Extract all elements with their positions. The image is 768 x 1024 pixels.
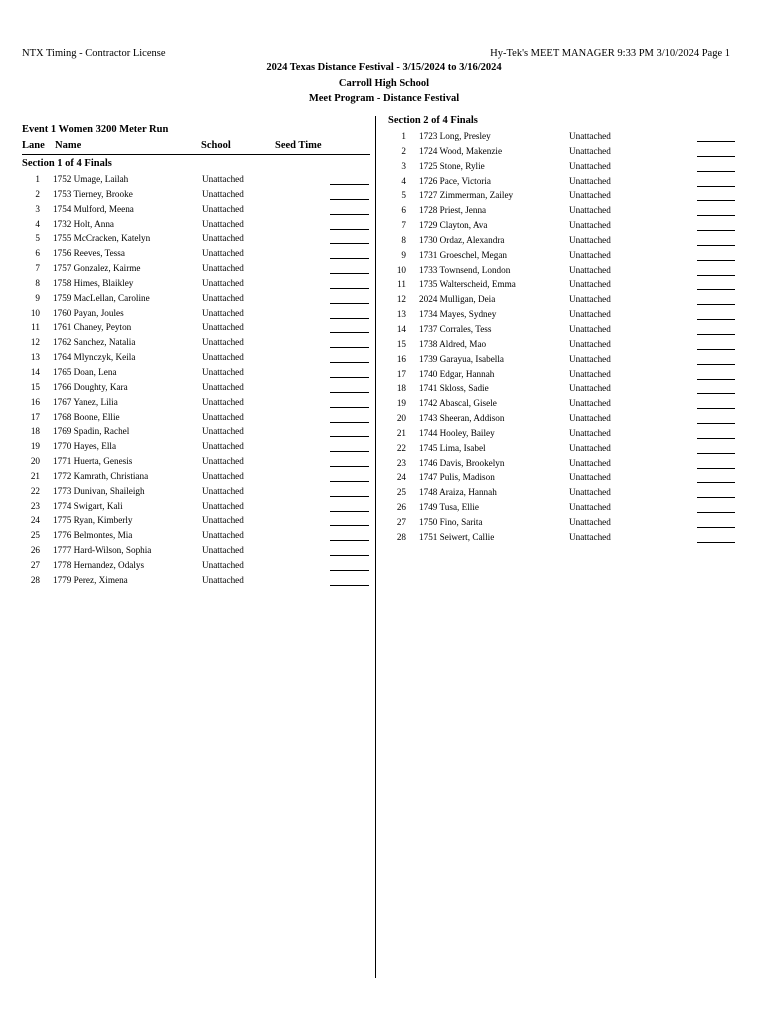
entry-row (22, 218, 370, 233)
school-name: Unattached (569, 190, 611, 201)
lane-number: 13 (396, 309, 406, 320)
entry-row (388, 471, 736, 486)
athlete-entry: 1730 Ordaz, Alexandra (419, 234, 505, 245)
school-name: Unattached (569, 368, 611, 379)
lane-number: 8 (35, 277, 40, 288)
right-column (388, 115, 736, 546)
entry-row (388, 531, 736, 546)
seed-time-blank (697, 260, 735, 261)
lane-number: 23 (396, 457, 406, 468)
school-name: Unattached (569, 472, 611, 483)
athlete-entry: 1747 Pulis, Madison (419, 472, 495, 483)
school-name: Unattached (569, 220, 611, 231)
athlete-entry: 1733 Townsend, London (419, 264, 511, 275)
seed-time-blank (697, 408, 735, 409)
athlete-entry: 1767 Yanez, Lilia (53, 396, 118, 407)
section-2-list (388, 130, 736, 546)
lane-number: 21 (396, 427, 406, 438)
school-name: Unattached (569, 457, 611, 468)
school-name: Unattached (569, 516, 611, 527)
seed-time-blank (330, 184, 369, 185)
lane-header: Lane (22, 140, 45, 151)
lane-number: 12 (30, 337, 40, 348)
school-name: Unattached (202, 574, 244, 585)
entry-row (22, 485, 370, 500)
seed-time-blank (697, 423, 735, 424)
lane-number: 26 (396, 502, 406, 513)
entry-row (22, 559, 370, 574)
lane-number: 22 (396, 442, 406, 453)
seed-time-blank (330, 303, 369, 304)
entry-row (388, 130, 736, 145)
athlete-entry: 1770 Hayes, Ella (53, 441, 117, 452)
entry-row (22, 247, 370, 262)
lane-number: 6 (401, 205, 406, 216)
seed-time-blank (697, 527, 735, 528)
lane-number: 12 (396, 294, 406, 305)
athlete-entry: 1758 Himes, Blaikley (53, 277, 134, 288)
seed-time-blank (697, 200, 735, 201)
lane-number: 20 (396, 413, 406, 424)
school-name: Unattached (569, 502, 611, 513)
lane-number: 14 (30, 366, 40, 377)
entry-row (22, 173, 370, 188)
school-name: Unattached (569, 249, 611, 260)
seed-time-blank (697, 171, 735, 172)
athlete-entry: 1744 Hooley, Bailey (419, 427, 495, 438)
athlete-entry: 1741 Skloss, Sadie (419, 383, 489, 394)
athlete-entry: 1728 Priest, Jenna (419, 205, 487, 216)
lane-number: 14 (396, 323, 406, 334)
athlete-entry: 1731 Groeschel, Megan (419, 249, 508, 260)
school-name: Unattached (202, 545, 244, 556)
school-name: Unattached (202, 322, 244, 333)
athlete-entry: 1743 Sheeran, Addison (419, 413, 505, 424)
school-name: Unattached (202, 188, 244, 199)
athlete-entry: 1724 Wood, Makenzie (419, 145, 503, 156)
school-name: Unattached (202, 500, 244, 511)
entry-row (388, 145, 736, 160)
school-name: Unattached (569, 279, 611, 290)
entry-row (388, 264, 736, 279)
athlete-entry: 1742 Abascal, Gisele (419, 398, 497, 409)
school-name: Unattached (569, 323, 611, 334)
seed-time-blank (697, 289, 735, 290)
lane-number: 19 (396, 398, 406, 409)
athlete-entry: 1729 Clayton, Ava (419, 220, 488, 231)
athlete-entry: 1738 Aldred, Mao (419, 338, 487, 349)
school-name: Unattached (202, 515, 244, 526)
lane-number: 7 (401, 220, 406, 231)
lane-number: 28 (396, 531, 406, 542)
lane-number: 11 (397, 279, 406, 290)
entry-row (22, 396, 370, 411)
athlete-entry: 1734 Mayes, Sydney (419, 309, 497, 320)
seed-time-blank (697, 319, 735, 320)
name-header: Name (55, 140, 82, 151)
entry-row (22, 381, 370, 396)
school-name: Unattached (569, 398, 611, 409)
seed-time-blank (697, 215, 735, 216)
lane-number: 5 (35, 233, 40, 244)
entry-row (388, 412, 736, 427)
lane-number: 15 (30, 381, 40, 392)
entry-row (22, 455, 370, 470)
seed-time-blank (697, 186, 735, 187)
athlete-entry: 1761 Chaney, Peyton (53, 322, 132, 333)
seed-time-blank (330, 288, 369, 289)
entry-row (22, 514, 370, 529)
school-header: School (201, 140, 231, 151)
school-name: Unattached (202, 559, 244, 570)
entry-row (388, 501, 736, 516)
program-title: Meet Program - Distance Festival (308, 93, 460, 104)
entry-row (22, 574, 370, 589)
lane-number: 24 (396, 472, 406, 483)
athlete-entry: 1773 Dunivan, Shaileigh (53, 485, 145, 496)
lane-number: 19 (30, 441, 40, 452)
entry-row (388, 293, 736, 308)
entry-row (388, 249, 736, 264)
seed-time-blank (697, 156, 735, 157)
athlete-entry: 1737 Corrales, Tess (419, 323, 492, 334)
seed-time-blank (697, 141, 735, 142)
school-name: Unattached (202, 396, 244, 407)
entry-row (22, 529, 370, 544)
entry-row (388, 323, 736, 338)
seed-time-blank (330, 407, 369, 408)
entry-row (22, 500, 370, 515)
seed-time-blank (697, 393, 735, 394)
athlete-entry: 1769 Spadin, Rachel (53, 426, 130, 437)
school-name: Unattached (202, 485, 244, 496)
athlete-entry: 1764 Mlynczyk, Keila (53, 352, 136, 363)
section-1-list (22, 173, 370, 589)
license-text: NTX Timing - Contractor License (22, 48, 166, 59)
lane-number: 25 (30, 530, 40, 541)
athlete-entry: 1751 Seiwert, Callie (419, 531, 495, 542)
seed-time-blank (697, 379, 735, 380)
seed-time-blank (697, 512, 735, 513)
lane-number: 6 (35, 248, 40, 259)
seed-time-blank (330, 481, 369, 482)
school-name: Unattached (202, 411, 244, 422)
entry-row (22, 544, 370, 559)
school-name: Unattached (569, 427, 611, 438)
lane-number: 18 (30, 426, 40, 437)
seed-time-blank (330, 377, 369, 378)
lane-number: 28 (30, 574, 40, 585)
athlete-entry: 2024 Mulligan, Deia (419, 294, 496, 305)
entry-row (388, 368, 736, 383)
lane-number: 26 (30, 545, 40, 556)
lane-number: 7 (35, 263, 40, 274)
school-name: Unattached (569, 353, 611, 364)
school-name: Unattached (569, 145, 611, 156)
lane-number: 17 (396, 368, 406, 379)
athlete-entry: 1725 Stone, Rylie (419, 160, 485, 171)
seed-time-blank (697, 438, 735, 439)
seed-time-blank (330, 318, 369, 319)
entry-row (388, 234, 736, 249)
seed-time-blank (697, 245, 735, 246)
athlete-entry: 1778 Hernandez, Odalys (53, 559, 145, 570)
entry-row (388, 308, 736, 323)
entry-row (22, 366, 370, 381)
lane-number: 9 (35, 292, 40, 303)
lane-number: 4 (35, 218, 40, 229)
school-name: Unattached (569, 175, 611, 186)
seed-time-blank (330, 199, 369, 200)
school-name: Unattached (569, 160, 611, 171)
entry-row (22, 277, 370, 292)
seed-time-header: Seed Time (275, 140, 322, 151)
school-name: Unattached (202, 337, 244, 348)
school-name: Unattached (202, 352, 244, 363)
school-name: Unattached (569, 309, 611, 320)
lane-number: 8 (401, 234, 406, 245)
entry-row (22, 188, 370, 203)
seed-time-blank (330, 555, 369, 556)
athlete-entry: 1753 Tierney, Brooke (53, 188, 133, 199)
athlete-entry: 1772 Kamrath, Christiana (53, 470, 149, 481)
seed-time-blank (330, 511, 369, 512)
school-name: Unattached (202, 441, 244, 452)
entry-row (388, 175, 736, 190)
athlete-entry: 1766 Doughty, Kara (53, 381, 128, 392)
athlete-entry: 1749 Tusa, Ellie (419, 502, 479, 513)
seed-time-blank (330, 570, 369, 571)
school-name: Unattached (569, 131, 611, 141)
entry-row (22, 307, 370, 322)
athlete-entry: 1777 Hard-Wilson, Sophia (53, 545, 152, 556)
entry-row (388, 204, 736, 219)
athlete-entry: 1759 MacLellan, Caroline (53, 292, 150, 303)
school-name: Unattached (202, 277, 244, 288)
seed-time-blank (330, 214, 369, 215)
school-name: Unattached (202, 426, 244, 437)
seed-time-blank (330, 422, 369, 423)
lane-number: 15 (396, 338, 406, 349)
lane-number: 2 (35, 188, 40, 199)
athlete-entry: 1723 Long, Presley (419, 131, 491, 141)
school-name: Unattached (202, 530, 244, 541)
entry-row (22, 292, 370, 307)
school-name: Unattached (202, 366, 244, 377)
school-name: Unattached (202, 381, 244, 392)
athlete-entry: 1726 Pace, Victoria (419, 175, 491, 186)
lane-number: 22 (30, 485, 40, 496)
athlete-entry: 1755 McCracken, Katelyn (53, 233, 151, 244)
school-name: Unattached (202, 292, 244, 303)
lane-number: 3 (401, 160, 406, 171)
school-name: Unattached (202, 218, 244, 229)
entry-row (22, 351, 370, 366)
athlete-entry: 1746 Davis, Brookelyn (419, 457, 505, 468)
entry-row (388, 382, 736, 397)
athlete-entry: 1732 Holt, Anna (53, 218, 114, 229)
entry-row (388, 160, 736, 175)
school-name: Unattached (569, 338, 611, 349)
athlete-entry: 1762 Sanchez, Natalia (53, 337, 136, 348)
seed-time-blank (697, 349, 735, 350)
school-name: Unattached (569, 383, 611, 394)
lane-number: 27 (396, 516, 406, 527)
seed-time-blank (697, 364, 735, 365)
seed-time-blank (330, 525, 369, 526)
lane-number: 10 (30, 307, 40, 318)
entry-row (22, 336, 370, 351)
entry-row (388, 189, 736, 204)
seed-time-blank (330, 243, 369, 244)
school-name: Unattached (202, 263, 244, 274)
athlete-entry: 1771 Huerta, Genesis (53, 456, 133, 467)
athlete-entry: 1752 Umage, Lailah (53, 174, 129, 184)
school-name: Unattached (202, 248, 244, 259)
lane-number: 27 (30, 559, 40, 570)
school-name: Unattached (202, 307, 244, 318)
seed-time-blank (330, 466, 369, 467)
athlete-entry: 1768 Boone, Ellie (53, 411, 120, 422)
athlete-entry: 1760 Payan, Joules (53, 307, 124, 318)
seed-time-blank (330, 540, 369, 541)
school-name: Unattached (202, 470, 244, 481)
entry-row (388, 516, 736, 531)
entry-row (388, 219, 736, 234)
entry-row (22, 203, 370, 218)
entry-row (388, 457, 736, 472)
lane-number: 11 (31, 322, 40, 333)
lane-number: 1 (401, 131, 406, 141)
lane-number: 2 (401, 145, 406, 156)
entry-row (22, 232, 370, 247)
athlete-entry: 1765 Doan, Lena (53, 366, 117, 377)
seed-time-blank (330, 585, 369, 586)
school-name: Unattached (569, 531, 611, 542)
athlete-entry: 1739 Garayua, Isabella (419, 353, 504, 364)
athlete-entry: 1740 Edgar, Hannah (419, 368, 495, 379)
seed-time-blank (330, 332, 369, 333)
athlete-entry: 1757 Gonzalez, Kairme (53, 263, 141, 274)
school-name: Unattached (569, 205, 611, 216)
lane-number: 18 (396, 383, 406, 394)
seed-time-blank (697, 230, 735, 231)
entry-row (22, 470, 370, 485)
seed-time-blank (330, 273, 369, 274)
meet-title: 2024 Texas Distance Festival - 3/15/2024 to 3/16/2024 (266, 62, 502, 73)
column-divider (375, 116, 376, 978)
entry-row (22, 411, 370, 426)
seed-time-blank (697, 497, 735, 498)
lane-number: 23 (30, 500, 40, 511)
entry-row (388, 338, 736, 353)
entry-row (388, 442, 736, 457)
seed-time-blank (697, 304, 735, 305)
lane-number: 21 (30, 470, 40, 481)
seed-time-blank (697, 542, 735, 543)
lane-number: 13 (30, 352, 40, 363)
lane-number: 20 (30, 456, 40, 467)
seed-time-blank (697, 482, 735, 483)
entry-row (388, 486, 736, 501)
seed-time-blank (330, 229, 369, 230)
athlete-entry: 1750 Fino, Sarita (419, 516, 483, 527)
lane-number: 5 (401, 190, 406, 201)
lane-number: 9 (401, 249, 406, 260)
lane-number: 16 (30, 396, 40, 407)
school-name: Unattached (569, 264, 611, 275)
entry-row (388, 353, 736, 368)
entry-row (388, 397, 736, 412)
lane-number: 16 (396, 353, 406, 364)
seed-time-blank (330, 496, 369, 497)
seed-time-blank (330, 392, 369, 393)
lane-number: 1 (35, 174, 40, 184)
lane-number: 17 (30, 411, 40, 422)
seed-time-blank (697, 453, 735, 454)
athlete-entry: 1745 Lima, Isabel (419, 442, 486, 453)
entry-row (22, 425, 370, 440)
school-name: Unattached (569, 413, 611, 424)
entry-row (22, 321, 370, 336)
seed-time-blank (330, 362, 369, 363)
athlete-entry: 1756 Reeves, Tessa (53, 248, 125, 259)
entry-row (22, 440, 370, 455)
seed-time-blank (330, 347, 369, 348)
entry-row (388, 278, 736, 293)
event-title: Event 1 Women 3200 Meter Run (22, 124, 169, 135)
school-name: Unattached (569, 234, 611, 245)
athlete-entry: 1779 Perez, Ximena (53, 574, 128, 585)
left-column (22, 124, 370, 589)
seed-time-blank (330, 258, 369, 259)
athlete-entry: 1727 Zimmerman, Zailey (419, 190, 514, 201)
section-1-title: Section 1 of 4 Finals (22, 158, 112, 169)
entry-row (22, 262, 370, 277)
school-name: Unattached (202, 456, 244, 467)
school-name: Unattached (202, 233, 244, 244)
seed-time-blank (330, 451, 369, 452)
school-name: Unattached (202, 174, 244, 184)
lane-number: 10 (396, 264, 406, 275)
school-name: Unattached (202, 203, 244, 214)
athlete-entry: 1754 Mulford, Meena (53, 203, 134, 214)
athlete-entry: 1775 Ryan, Kimberly (53, 515, 133, 526)
school-name: Unattached (569, 442, 611, 453)
seed-time-blank (330, 436, 369, 437)
lane-number: 25 (396, 487, 406, 498)
lane-number: 4 (401, 175, 406, 186)
entry-row (388, 427, 736, 442)
software-stamp: Hy-Tek's MEET MANAGER 9:33 PM 3/10/2024 Page 1 (490, 48, 730, 59)
lane-number: 3 (35, 203, 40, 214)
section-2-title: Section 2 of 4 Finals (388, 115, 478, 126)
column-headers (22, 138, 370, 155)
athlete-entry: 1776 Belmontes, Mia (53, 530, 133, 541)
athlete-entry: 1748 Araiza, Hannah (419, 487, 497, 498)
seed-time-blank (697, 334, 735, 335)
athlete-entry: 1774 Swigart, Kali (53, 500, 123, 511)
athlete-entry: 1735 Walterscheid, Emma (419, 279, 516, 290)
lane-number: 24 (30, 515, 40, 526)
seed-time-blank (697, 468, 735, 469)
venue-title: Carroll High School (338, 78, 430, 89)
school-name: Unattached (569, 487, 611, 498)
school-name: Unattached (569, 294, 611, 305)
seed-time-blank (697, 275, 735, 276)
